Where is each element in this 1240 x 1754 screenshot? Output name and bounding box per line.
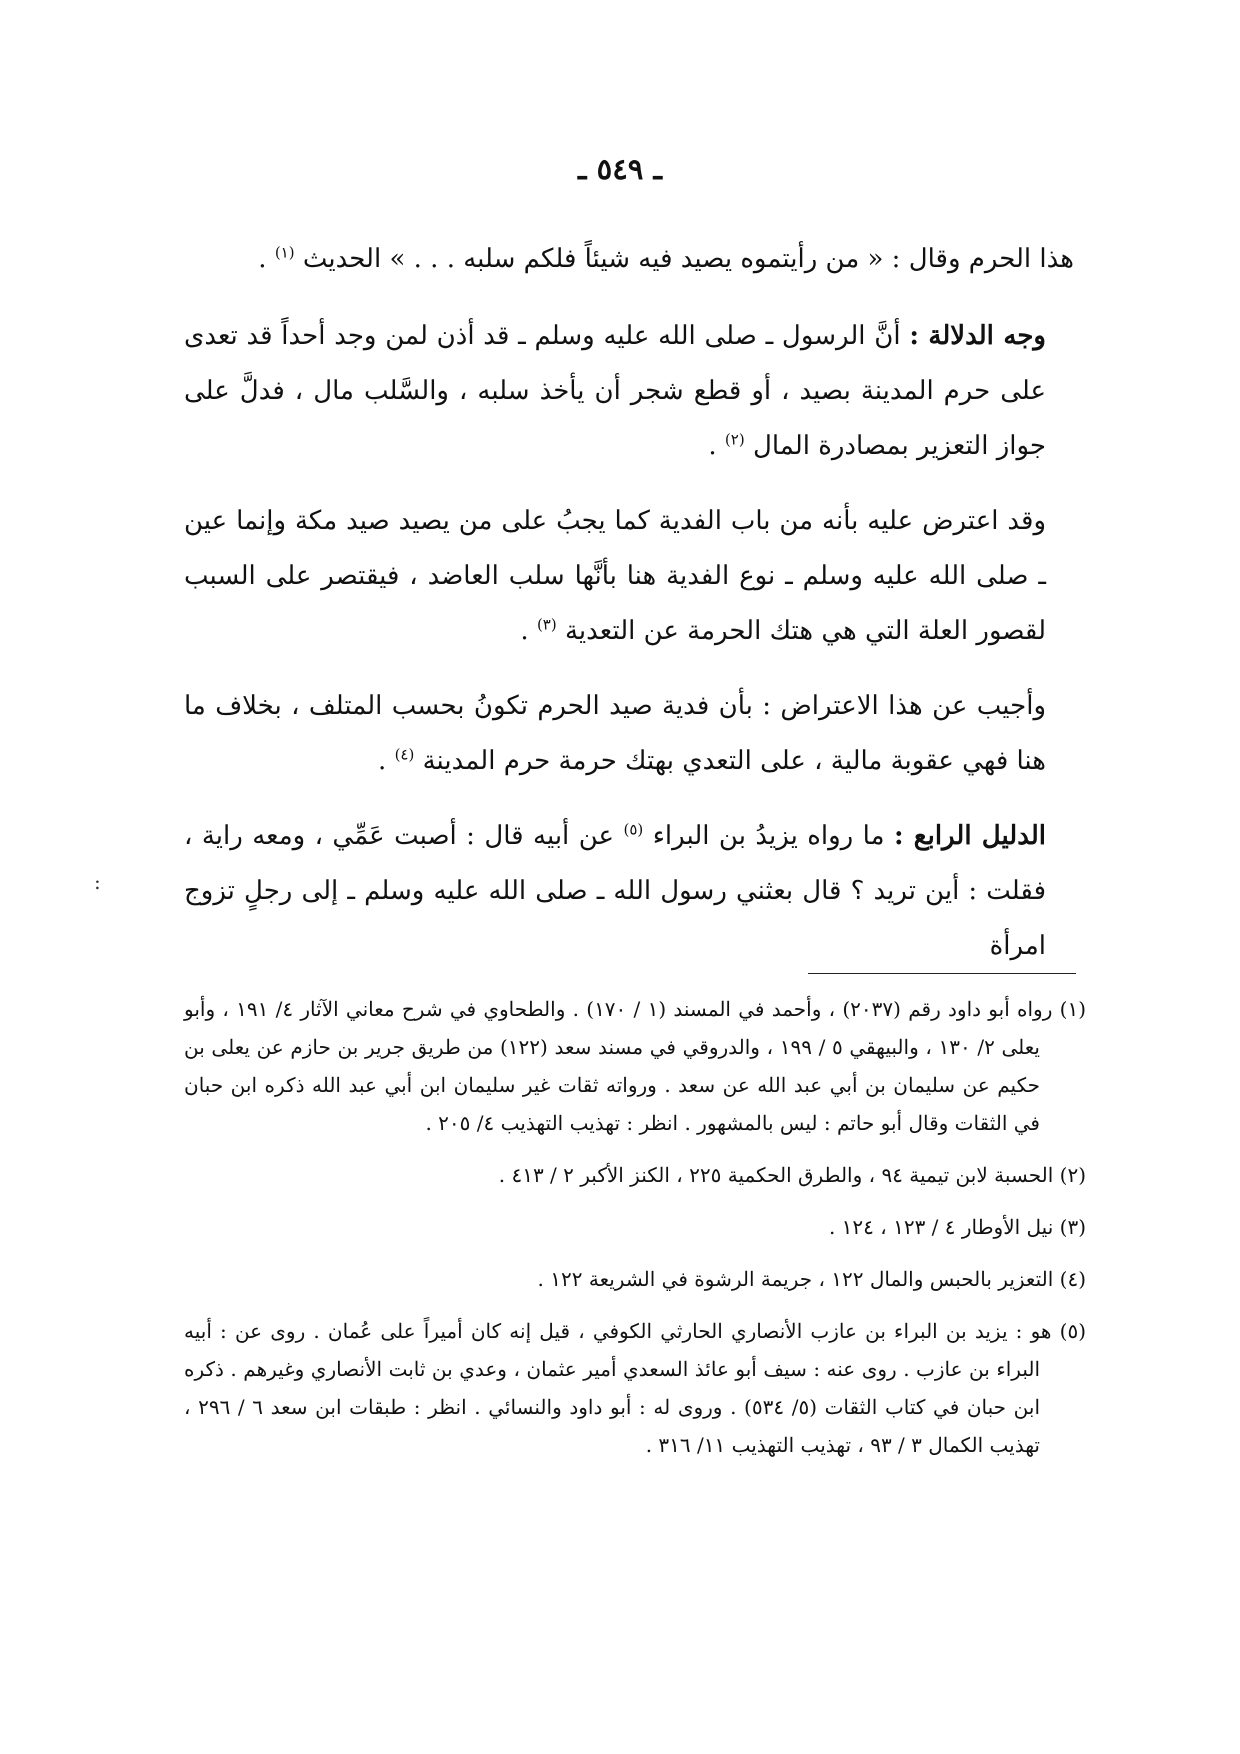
footnote-4: (٤) التعزير بالحبس والمال ١٢٢ ، جريمة الرشوة في الشريعة ١٢٢ . <box>537 1267 1086 1291</box>
paragraph-2-lead: وجه الدلالة : <box>909 321 1046 351</box>
footnotes <box>184 990 1086 1478</box>
paragraph-5 <box>184 809 1074 974</box>
footnote-2: (٢) الحسبة لابن تيمية ٩٤ ، والطرق الحكمية ٢٢٥ ، الكنز الأكبر ٢ / ٤١٣ . <box>498 1163 1086 1187</box>
page-number: ـ ٥٤٩ ـ <box>578 152 662 186</box>
paragraph-4 <box>184 679 1074 789</box>
paragraph-5-lead: الدليل الرابع : <box>893 821 1047 851</box>
paragraph-3-tail: . <box>520 616 529 646</box>
paragraph-4-text: وأجيب عن هذا الاعتراض : بأن فدية صيد الحرم تكونُ بحسب المتلف ، بخلاف ما هنا فهي عقوبة مالية ، على التعدي بهتك حرمة حرم المدينة <box>184 691 1046 776</box>
paragraph-2-text: أنَّ الرسول ـ صلى الله عليه وسلم ـ قد أذن لمن وجد أحداً قد تعدى على حرم المدينة بصيد ، أو قطع شجر أن يأخذ سلبه ، والسَّلب مال ، فدلَّ على جواز التعزير بمصادرة المال <box>184 321 1046 461</box>
paragraph-2-tail: . <box>708 431 717 461</box>
footnote-ref-3[interactable]: (٣) <box>536 615 557 634</box>
paragraph-2 <box>184 309 1074 474</box>
footnote-ref-1[interactable]: (١) <box>274 243 295 262</box>
footnote-3: (٣) نيل الأوطار ٤ / ١٢٣ ، ١٢٤ . <box>828 1215 1086 1239</box>
footnote-ref-5[interactable]: (٥) <box>623 820 644 839</box>
paragraph-1 <box>184 232 1074 287</box>
paragraph-3-text: وقد اعترض عليه بأنه من باب الفدية كما يجبُ على من يصيد صيد مكة وإنما عين ـ صلى الله عليه وسلم ـ نوع الفدية هنا بأنَّها سلب العاضد ، فيقتصر على السبب لقصور العلة التي هي هتك الحرمة عن التعدية <box>184 506 1046 646</box>
footnote-separator <box>808 973 1076 974</box>
footnote-5: (٥) هو : يزيد بن البراء بن عازب الأنصاري الحارثي الكوفي ، قيل إنه كان أميراً على عُمان . روى عن : أبيه البراء بن عازب . روى عنه : سيف أبو عائذ السعدي أمير عثمان ، وعدي بن ثابت الأنصاري وغيرهم . ذكره ابن حبان في كتاب الثقات (٥/ ٥٣٤) . وروى له : أبو داود والنسائي . انظر : طبقات ابن سعد ٦ / ٢٩٦ ، تهذيب الكمال ٣ / ٩٣ ، تهذيب التهذيب ١١/ ٣١٦ . <box>184 1319 1086 1457</box>
paragraph-5-text: ما رواه يزيدُ بن البراء <box>652 821 885 851</box>
footnote-ref-2[interactable]: (٢) <box>724 430 745 449</box>
footnote-1: (١) رواه أبو داود رقم (٢٠٣٧) ، وأحمد في المسند (١ / ١٧٠) . والطحاوي في شرح معاني الآثار ٤/ ١٩١ ، وأبو يعلى ٢/ ١٣٠ ، والبيهقي ٥ / ١٩٩ ، والدروقي في مسند سعد (١٢٢) من طريق جرير بن حازم عن يعلى بن حكيم عن سليمان بن أبي عبد الله عن سعد . ورواته ثقات غير سليمان ابن أبي عبد الله ذكره ابن حبان في الثقات وقال أبو حاتم : ليس بالمشهور . انظر : تهذيب التهذيب ٤/ ٢٠٥ . <box>184 997 1086 1135</box>
paragraph-5-tail: عن أبيه قال : أصبت عَمِّي ، ومعه راية ، فقلت : أين تريد ؟ قال بعثني رسول الله ـ صلى الله عليه وسلم ـ إلى رجلٍ تزوج امرأة <box>184 821 1046 961</box>
paragraph-1-text: هذا الحرم وقال : « من رأيتموه يصيد فيه شيئاً فلكم سلبه . . . » الحديث <box>302 244 1074 274</box>
footnote-ref-4[interactable]: (٤) <box>394 745 415 764</box>
body-text <box>184 232 1074 994</box>
paragraph-1-tail: . <box>258 244 267 274</box>
margin-mark: : <box>94 870 101 894</box>
paragraph-4-tail: . <box>378 746 387 776</box>
paragraph-3 <box>184 494 1074 659</box>
